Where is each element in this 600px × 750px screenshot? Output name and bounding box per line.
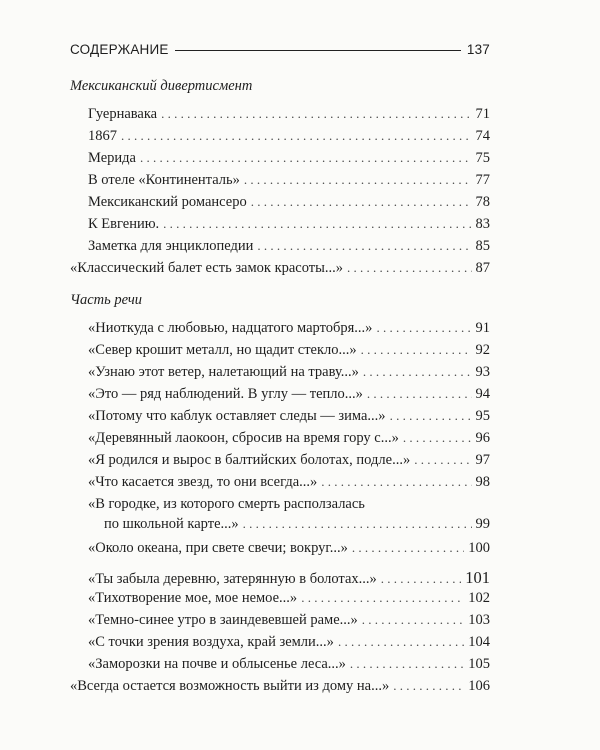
toc-entry[interactable] [88, 216, 490, 233]
entry-page: 103 [468, 612, 490, 628]
entry-title-line1[interactable]: «В городке, из которого смерть расползалась [88, 496, 365, 512]
leader-dots [367, 386, 472, 402]
entry-title: Заметка для энциклопедии [88, 238, 254, 254]
toc-entry[interactable] [88, 320, 490, 337]
entry-page: 78 [475, 194, 490, 210]
entry-title-continuation: по школьной карте...» [104, 516, 239, 532]
entry-page: 95 [475, 408, 490, 424]
entry-title: Мексиканский романсеро [88, 194, 247, 210]
leader-dots [121, 128, 472, 144]
entry-page: 105 [468, 656, 490, 672]
entry-page: 96 [475, 430, 490, 446]
leader-dots [361, 342, 472, 358]
leader-dots [243, 516, 472, 532]
leader-dots [257, 238, 471, 254]
toc-entry[interactable] [70, 260, 490, 277]
toc-entry[interactable] [88, 474, 490, 491]
entry-title: «Темно-синее утро в заиндевевшей раме...» [88, 612, 358, 628]
toc-entry[interactable] [88, 656, 490, 673]
toc-entry[interactable] [88, 194, 490, 211]
leader-dots [363, 364, 472, 380]
entry-title: «Ниоткуда с любовью, надцатого мартобря...» [88, 320, 373, 336]
toc-entry[interactable] [88, 452, 490, 469]
leader-dots [390, 408, 472, 424]
leader-dots [352, 540, 464, 556]
toc-entry[interactable] [88, 430, 490, 447]
toc-entry[interactable] [88, 106, 490, 123]
toc-entry[interactable] [88, 342, 490, 359]
leader-dots [161, 106, 471, 122]
toc-entry[interactable] [88, 408, 490, 425]
entry-title: Гуернавака [88, 106, 158, 122]
leader-dots [338, 634, 464, 650]
leader-dots [350, 656, 464, 672]
entry-page: 87 [475, 260, 490, 276]
entry-page: 77 [475, 172, 490, 188]
leader-dots [403, 430, 472, 446]
entry-title: «Около океана, при свете свечи; вокруг...» [88, 540, 348, 556]
leader-dots [393, 678, 464, 694]
toc-entry[interactable] [88, 172, 490, 189]
entry-page: 97 [475, 452, 490, 468]
entry-page: 75 [475, 150, 490, 166]
toc-entry[interactable] [88, 364, 490, 381]
header-title: СОДЕРЖАНИЕ [70, 42, 169, 57]
header-page-number: 137 [466, 42, 490, 57]
leader-dots [163, 216, 471, 232]
entry-title: «Классический балет есть замок красоты...» [70, 260, 344, 276]
entry-title: «Заморозки на почве и облысенье леса...» [88, 656, 346, 672]
entry-page: 83 [475, 216, 490, 232]
entry-title: «Потому что каблук оставляет следы — зима...» [88, 408, 386, 424]
leader-dots [140, 150, 472, 166]
toc-entry[interactable] [88, 150, 490, 167]
toc-entry[interactable] [88, 568, 490, 588]
entry-page: 94 [475, 386, 490, 402]
entry-page: 106 [468, 678, 490, 694]
running-header [70, 42, 490, 57]
toc-entry[interactable] [88, 612, 490, 629]
toc-entry[interactable] [88, 540, 490, 557]
entry-title: «Деревянный лаокоон, сбросив на время гору с...» [88, 430, 399, 446]
entry-page: 92 [475, 342, 490, 358]
toc-entry[interactable] [88, 634, 490, 651]
entry-page: 104 [468, 634, 490, 650]
entry-title: 1867 [88, 128, 117, 144]
entry-page: 99 [475, 516, 490, 532]
entry-page: 71 [475, 106, 490, 122]
entry-page: 74 [475, 128, 490, 144]
entry-title: «Что касается звезд, то они всегда...» [88, 474, 318, 490]
entry-page: 102 [468, 590, 490, 606]
entry-title: «Узнаю этот ветер, налетающий на траву...» [88, 364, 359, 380]
entry-page: 93 [475, 364, 490, 380]
entry-title: В отеле «Континенталь» [88, 172, 240, 188]
entry-title: «Тихотворение мое, мое немое...» [88, 590, 298, 606]
leader-dots [362, 612, 464, 628]
entry-page: 98 [475, 474, 490, 490]
leader-dots [414, 452, 471, 468]
entry-page: 101 [465, 568, 490, 587]
entry-title: «С точки зрения воздуха, край земли...» [88, 634, 334, 650]
header-rule [175, 50, 461, 51]
entry-title: «Ты забыла деревню, затерянную в болотах...» [88, 571, 377, 587]
toc-entry[interactable] [88, 386, 490, 403]
entry-title: «Всегда остается возможность выйти из дому на...» [70, 678, 390, 694]
leader-dots [376, 320, 471, 336]
leader-dots [381, 571, 461, 587]
entry-page: 91 [475, 320, 490, 336]
toc-entry[interactable] [88, 238, 490, 255]
entry-title: «Я родился и вырос в балтийских болотах, подле...» [88, 452, 411, 468]
leader-dots [251, 194, 472, 210]
entry-title: Мерида [88, 150, 136, 166]
leader-dots [321, 474, 471, 490]
entry-title: «Это — ряд наблюдений. В углу — тепло...» [88, 386, 363, 402]
toc-entry[interactable] [88, 590, 490, 607]
leader-dots [301, 590, 464, 606]
toc-entry[interactable] [104, 516, 490, 533]
leader-dots [244, 172, 472, 188]
entry-title: К Евгению. [88, 216, 160, 232]
toc-entry[interactable] [88, 128, 490, 145]
section-title-mexican: Мексиканский дивертисмент [70, 78, 253, 94]
leader-dots [347, 260, 471, 276]
entry-page: 100 [468, 540, 490, 556]
toc-entry[interactable] [70, 678, 490, 695]
section-title-part-of-speech: Часть речи [70, 292, 143, 308]
entry-title: «Север крошит металл, но щадит стекло...» [88, 342, 357, 358]
entry-page: 85 [475, 238, 490, 254]
